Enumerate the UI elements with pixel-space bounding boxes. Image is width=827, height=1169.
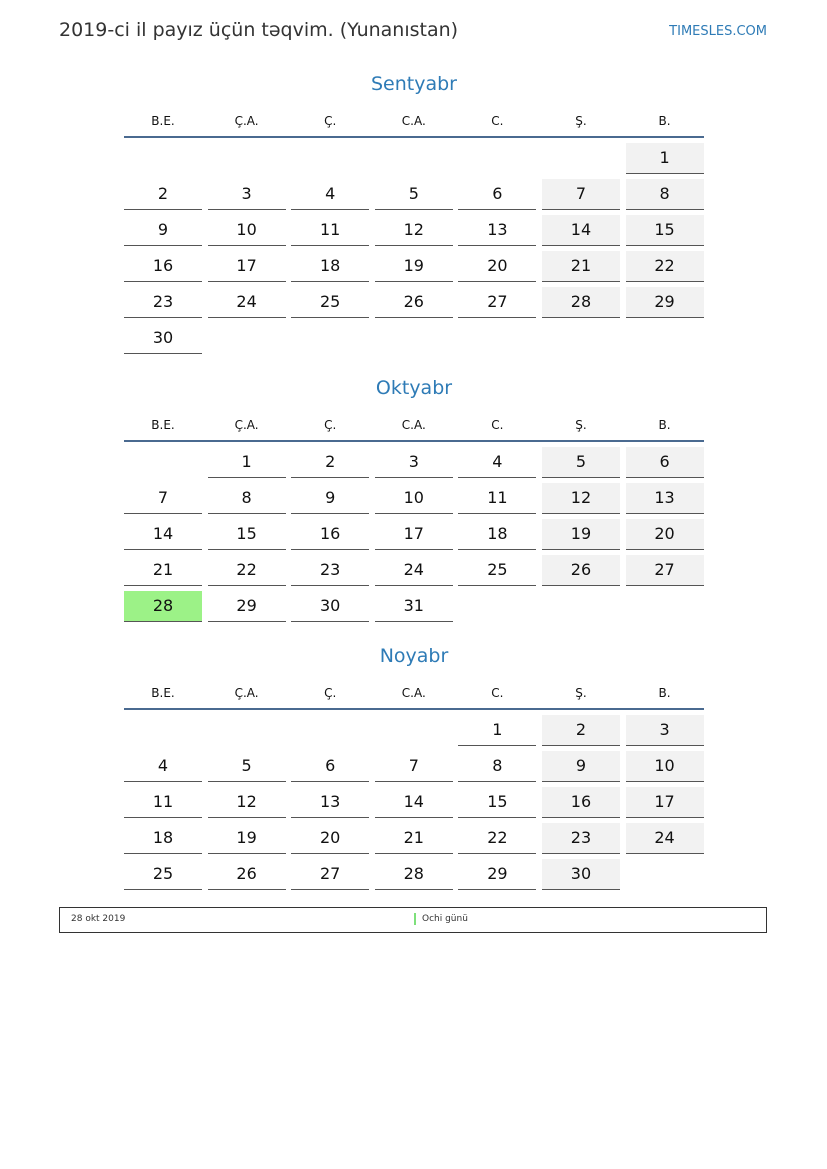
day-cell[interactable]: 7	[124, 483, 202, 514]
month-november	[124, 642, 704, 890]
day-cell[interactable]: 17	[208, 251, 286, 282]
day-cell[interactable]: 24	[375, 555, 453, 586]
day-cell[interactable]: 22	[208, 555, 286, 586]
day-cell[interactable]: 29	[458, 859, 536, 890]
weekday-label: Ş.	[575, 114, 587, 128]
day-cell[interactable]: 2	[542, 715, 620, 746]
weekday-header	[124, 108, 704, 138]
weekday-label: C.	[491, 114, 504, 128]
empty-cell	[375, 715, 453, 745]
day-cell[interactable]: 24	[626, 823, 704, 854]
day-cell[interactable]: 8	[208, 483, 286, 514]
day-cell[interactable]: 7	[542, 179, 620, 210]
day-cell[interactable]: 21	[375, 823, 453, 854]
day-cell[interactable]: 12	[542, 483, 620, 514]
day-cell[interactable]: 18	[458, 519, 536, 550]
day-cell[interactable]: 1	[208, 447, 286, 478]
month-october	[124, 374, 704, 622]
empty-cell	[458, 143, 536, 173]
day-cell[interactable]: 27	[291, 859, 369, 890]
weekday-label: Ç.	[324, 686, 337, 700]
weekday-label: Ç.	[324, 114, 337, 128]
empty-cell	[291, 715, 369, 745]
day-cell[interactable]: 20	[458, 251, 536, 282]
empty-cell	[375, 143, 453, 173]
day-cell[interactable]: 3	[208, 179, 286, 210]
day-cell[interactable]: 10	[208, 215, 286, 246]
day-cell[interactable]: 27	[458, 287, 536, 318]
month-title: Sentyabr	[370, 73, 457, 95]
day-cell[interactable]: 9	[542, 751, 620, 782]
weekday-header	[124, 680, 704, 710]
day-cell[interactable]: 21	[124, 555, 202, 586]
day-cell[interactable]: 31	[375, 591, 453, 622]
day-cell[interactable]: 29	[208, 591, 286, 622]
day-cell[interactable]: 14	[375, 787, 453, 818]
day-cell[interactable]: 14	[542, 215, 620, 246]
day-cell[interactable]: 11	[124, 787, 202, 818]
weekday-label: C.A.	[401, 114, 426, 128]
weekday-label: B.E.	[151, 114, 175, 128]
day-cell[interactable]: 14	[124, 519, 202, 550]
day-cell[interactable]: 6	[626, 447, 704, 478]
day-cell[interactable]: 19	[542, 519, 620, 550]
empty-cell	[208, 715, 286, 745]
day-cell-today[interactable]: 28	[124, 591, 202, 622]
day-cell[interactable]: 24	[208, 287, 286, 318]
day-cell[interactable]: 1	[458, 715, 536, 746]
day-cell[interactable]: 2	[124, 179, 202, 210]
day-cell[interactable]: 13	[626, 483, 704, 514]
day-cell[interactable]: 9	[291, 483, 369, 514]
empty-cell	[124, 715, 202, 745]
weekday-label: Ç.A.	[234, 114, 259, 128]
day-cell[interactable]: 4	[124, 751, 202, 782]
day-cell[interactable]: 19	[208, 823, 286, 854]
empty-cell	[542, 143, 620, 173]
legend-holiday-label: Ochi günü	[422, 914, 468, 924]
day-cell[interactable]: 27	[626, 555, 704, 586]
weekday-label: Ç.A.	[234, 686, 259, 700]
day-cell[interactable]: 20	[626, 519, 704, 550]
day-cell[interactable]: 2	[291, 447, 369, 478]
weekday-label: C.	[491, 686, 504, 700]
day-cell[interactable]: 19	[375, 251, 453, 282]
day-cell[interactable]: 4	[458, 447, 536, 478]
weekday-label: B.	[658, 114, 671, 128]
day-cell[interactable]: 5	[208, 751, 286, 782]
day-cell[interactable]: 30	[542, 859, 620, 890]
day-cell[interactable]: 13	[458, 215, 536, 246]
day-cell[interactable]: 3	[626, 715, 704, 746]
day-cell[interactable]: 21	[542, 251, 620, 282]
empty-cell	[124, 447, 202, 477]
empty-cell	[291, 143, 369, 173]
weekday-label: B.E.	[151, 418, 175, 432]
day-cell[interactable]: 1	[626, 143, 704, 174]
weekday-label: B.E.	[151, 686, 175, 700]
month-title: Noyabr	[379, 645, 449, 667]
day-cell[interactable]: 16	[542, 787, 620, 818]
day-cell[interactable]: 25	[291, 287, 369, 318]
days-grid	[124, 447, 704, 622]
page-title: 2019-ci il payız üçün təqvim. (Yunanıstan)	[59, 19, 459, 41]
day-cell[interactable]: 25	[124, 859, 202, 890]
weekday-label: B.	[658, 686, 671, 700]
day-cell[interactable]: 22	[626, 251, 704, 282]
weekday-label: C.A.	[401, 686, 426, 700]
weekday-label: Ç.A.	[234, 418, 259, 432]
day-cell[interactable]: 23	[291, 555, 369, 586]
weekday-header	[124, 412, 704, 442]
weekday-label: B.	[658, 418, 671, 432]
empty-cell	[208, 143, 286, 173]
weekday-label: Ş.	[575, 686, 587, 700]
day-cell[interactable]: 5	[542, 447, 620, 478]
day-cell[interactable]: 25	[458, 555, 536, 586]
weekday-label: Ş.	[575, 418, 587, 432]
day-cell[interactable]: 23	[124, 287, 202, 318]
day-cell[interactable]: 16	[124, 251, 202, 282]
day-cell[interactable]: 26	[208, 859, 286, 890]
empty-cell	[124, 143, 202, 173]
day-cell[interactable]: 12	[208, 787, 286, 818]
day-cell[interactable]: 20	[291, 823, 369, 854]
days-grid	[124, 143, 704, 354]
day-cell[interactable]: 9	[124, 215, 202, 246]
day-cell[interactable]: 16	[291, 519, 369, 550]
day-cell[interactable]: 13	[291, 787, 369, 818]
legend-date: 28 okt 2019	[71, 914, 126, 924]
day-cell[interactable]: 4	[291, 179, 369, 210]
weekday-label: C.	[491, 418, 504, 432]
day-cell[interactable]: 28	[375, 859, 453, 890]
day-cell[interactable]: 18	[291, 251, 369, 282]
day-cell[interactable]: 7	[375, 751, 453, 782]
day-cell[interactable]: 28	[542, 287, 620, 318]
day-cell[interactable]: 29	[626, 287, 704, 318]
days-grid	[124, 715, 704, 890]
day-cell[interactable]: 11	[291, 215, 369, 246]
day-cell[interactable]: 11	[458, 483, 536, 514]
day-cell[interactable]: 23	[542, 823, 620, 854]
day-cell[interactable]: 22	[458, 823, 536, 854]
day-cell[interactable]: 8	[458, 751, 536, 782]
day-cell[interactable]: 15	[458, 787, 536, 818]
month-september	[124, 70, 704, 354]
day-cell[interactable]: 3	[375, 447, 453, 478]
day-cell[interactable]: 15	[626, 215, 704, 246]
day-cell[interactable]: 6	[291, 751, 369, 782]
legend-box	[59, 907, 767, 933]
day-cell[interactable]: 17	[626, 787, 704, 818]
day-cell[interactable]: 5	[375, 179, 453, 210]
day-cell[interactable]: 26	[542, 555, 620, 586]
site-link[interactable]: TIMESLES.COM	[669, 24, 767, 39]
day-cell[interactable]: 26	[375, 287, 453, 318]
day-cell[interactable]: 15	[208, 519, 286, 550]
day-cell[interactable]: 30	[124, 323, 202, 354]
weekday-label: Ç.	[324, 418, 337, 432]
day-cell[interactable]: 10	[626, 751, 704, 782]
day-cell[interactable]: 6	[458, 179, 536, 210]
day-cell[interactable]: 12	[375, 215, 453, 246]
weekday-label: C.A.	[401, 418, 426, 432]
day-cell[interactable]: 30	[291, 591, 369, 622]
day-cell[interactable]: 18	[124, 823, 202, 854]
day-cell[interactable]: 10	[375, 483, 453, 514]
day-cell[interactable]: 17	[375, 519, 453, 550]
day-cell[interactable]: 8	[626, 179, 704, 210]
holiday-swatch	[414, 913, 416, 925]
month-title: Oktyabr	[375, 377, 453, 399]
